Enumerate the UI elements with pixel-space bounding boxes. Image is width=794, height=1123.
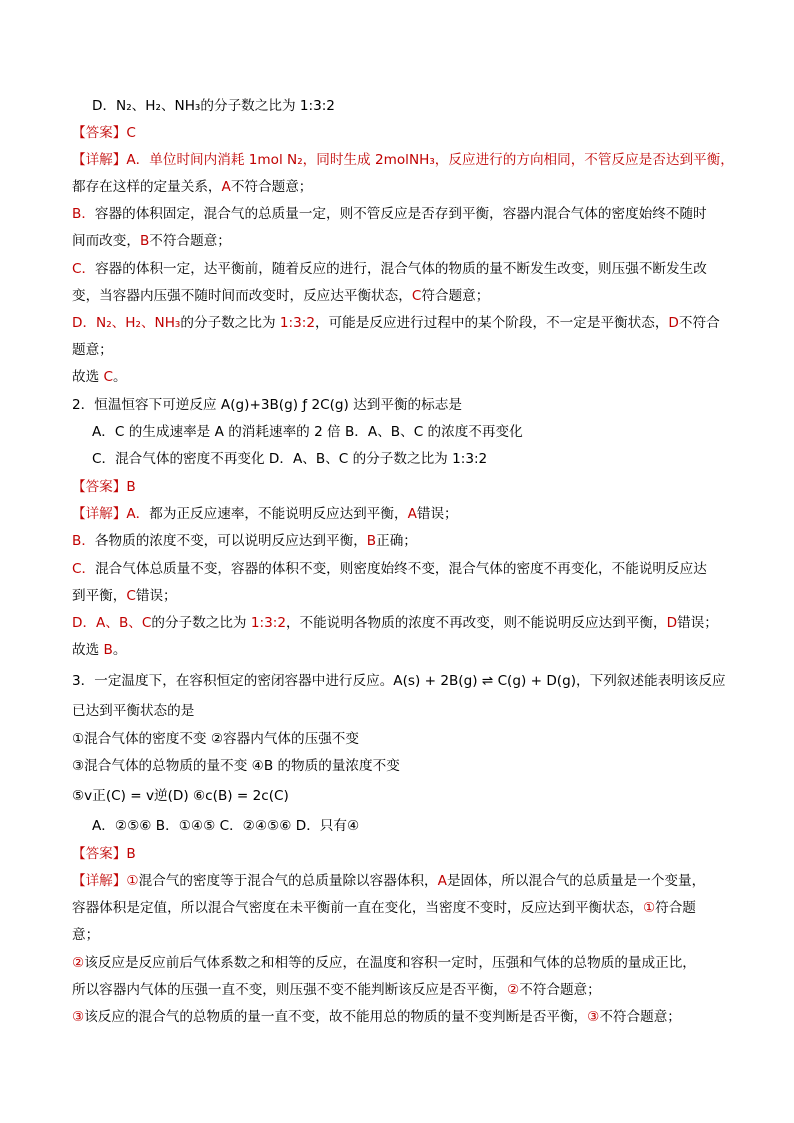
body-text: 错误； <box>135 588 177 604</box>
answer-text: B． <box>72 533 95 549</box>
answer-text: A <box>437 873 447 889</box>
body-text: A．②⑤⑥ B．①④⑤ C．②④⑤⑥ D．只有④ <box>92 818 360 834</box>
text-line <box>72 205 734 223</box>
answer-text: A <box>407 506 417 522</box>
body-text: 混合气体总质量不变，容器的体积不变，则密度始终不变，混合气体的密度不再变化，不能说明反应达 <box>95 561 707 577</box>
body-text: 的分子数之比为 <box>180 315 280 331</box>
body-text: C．混合气体的密度不再变化 D．A、B、C 的分子数之比为 1:3:2 <box>92 451 488 467</box>
text-line <box>72 532 734 550</box>
body-text: 不符合题意； <box>519 982 601 998</box>
text-line <box>72 899 734 917</box>
body-text: 容器体积是定值，所以混合气密度在未平衡前一直在变化，当密度不变时，反应达到平衡状态， <box>72 900 643 916</box>
body-text: ，不能说明各物质的浓度不再改变，则不能说明反应达到平衡， <box>285 615 667 631</box>
body-text: 题意； <box>72 342 113 358</box>
body-text: 都为正反应速率，不能说明反应达到平衡， <box>149 506 408 522</box>
body-text: 故选 <box>72 642 104 658</box>
body-text: 都存在这样的定量关系， <box>72 179 222 195</box>
text-line <box>92 423 734 441</box>
text-line <box>72 872 734 890</box>
text-line <box>92 817 734 835</box>
body-text: 不符合题意； <box>230 179 313 195</box>
answer-text: B <box>103 642 113 658</box>
answer-text: A <box>221 179 231 195</box>
answer-text: 【答案】C <box>72 125 136 141</box>
body-text: ，可能是反应进行过程中的某个阶段，不一定是平衡状态， <box>314 315 669 331</box>
text-line <box>72 926 734 944</box>
text-line <box>92 97 734 115</box>
answer-text: 1:3:2 <box>279 315 315 331</box>
body-text: 2．恒温恒容下可逆反应 A(g)+3B(g) ƒ 2C(g) 达到平衡的标志是 <box>72 397 462 413</box>
body-text: 符合题意； <box>421 288 490 304</box>
body-text: 正确； <box>376 533 417 549</box>
answer-text: ③ <box>72 1009 85 1025</box>
text-line <box>72 954 734 972</box>
body-text: 意； <box>72 927 100 943</box>
text-line <box>72 505 734 523</box>
body-text: 错误； <box>677 615 718 631</box>
text-line <box>72 845 734 863</box>
answer-text: ① <box>642 900 656 916</box>
body-text: 3．一定温度下，在容积恒定的密闭容器中进行反应。A(s) + 2B(g) ⇌ C(g) + D(g)，下列叙述能表明该反应 <box>72 673 726 689</box>
body-text: 是固体，所以混合气的总质量是一个变量， <box>446 873 706 889</box>
body-text: 的分子数之比为 <box>151 615 251 631</box>
text-line <box>72 178 734 196</box>
answer-text: C <box>126 588 136 604</box>
body-text: A．C 的生成速率是 A 的消耗速率的 2 倍 B．A、B、C 的浓度不再变化 <box>92 424 523 440</box>
body-text: 该反应是反应前后气体系数之和相等的反应，在温度和容积一定时，压强和气体的总物质的量成正比， <box>84 955 696 971</box>
text-line <box>72 260 734 278</box>
text-line <box>72 672 734 690</box>
answer-text: 【详解】A．单位时间内消耗 1mol N₂，同时生成 2molNH₃，反应进行的方向相同，不管反应是否达到平衡， <box>72 152 734 168</box>
answer-text: B <box>139 233 150 249</box>
text-line <box>72 614 734 632</box>
answer-text: B． <box>72 206 95 222</box>
answer-text: 【详解】A． <box>72 506 150 522</box>
body-text: 到平衡， <box>72 588 127 604</box>
body-text: D．N₂、H₂、NH₃的分子数之比为 1:3:2 <box>92 98 335 114</box>
text-line <box>72 981 734 999</box>
body-text: 混合气的密度等于混合气的总质量除以容器体积， <box>138 873 438 889</box>
text-line <box>72 478 734 496</box>
body-text: 容器的体积固定，混合气的总质量一定，则不管反应是否存到平衡，容器内混合气体的密度始终不随时 <box>94 206 707 222</box>
text-line <box>72 396 734 414</box>
body-text: 符合题 <box>655 900 696 916</box>
body-text: 故选 <box>72 369 104 385</box>
answer-text: C． <box>72 561 96 577</box>
answer-text: D．A、B、C <box>72 615 152 631</box>
answer-text: ② <box>507 982 520 998</box>
answer-text: 【答案】B <box>72 846 136 862</box>
text-line <box>72 730 734 748</box>
text-line <box>72 641 734 659</box>
text-line <box>72 124 734 142</box>
answer-text: D <box>666 615 678 631</box>
body-text: 所以容器内气体的压强一直不变，则压强不变不能判断该反应是否平衡， <box>72 982 507 998</box>
body-text: 变，当容器内压强不随时间而改变时，反应达平衡状态， <box>72 288 412 304</box>
answer-text: ② <box>72 955 85 971</box>
body-text: ③混合气体的总物质的量不变 ④B 的物质的量浓度不变 <box>72 758 400 774</box>
body-text: 。 <box>113 369 127 385</box>
answer-text: D <box>668 315 679 331</box>
answer-text: C <box>411 288 422 304</box>
text-line <box>72 1008 734 1026</box>
text-line <box>72 368 734 386</box>
text-line <box>72 287 734 305</box>
answer-text: 【详解】① <box>72 873 139 889</box>
text-line <box>92 450 734 468</box>
body-text: 该反应的混合气的总物质的量一直不变，故不能用总的物质的量不变判断是否平衡， <box>84 1009 588 1025</box>
answer-text: B <box>366 533 377 549</box>
text-line <box>72 560 734 578</box>
text-line <box>72 314 734 332</box>
body-text: ①混合气体的密度不变 ②容器内气体的压强不变 <box>72 731 359 747</box>
body-text: 间而改变， <box>72 233 140 249</box>
text-line <box>72 151 734 169</box>
text-line <box>72 587 734 605</box>
answer-text: C． <box>72 261 96 277</box>
body-text: ⑤v正(C) = v逆(D) ⑥c(B) = 2c(C) <box>72 788 289 804</box>
text-line <box>72 232 734 250</box>
answer-text: ③ <box>587 1009 600 1025</box>
body-text: 不符合题意； <box>599 1009 681 1025</box>
body-text: 不符合 <box>678 315 720 331</box>
text-line <box>72 787 734 805</box>
text-line <box>72 757 734 775</box>
body-text: 。 <box>112 642 127 658</box>
body-text: 不符合题意； <box>149 233 231 249</box>
body-text: 已达到平衡状态的是 <box>72 703 195 719</box>
body-text: 错误； <box>416 506 458 522</box>
text-line <box>72 702 734 720</box>
answer-text: 1:3:2 <box>250 615 286 631</box>
body-text: 各物质的浓度不变，可以说明反应达到平衡， <box>94 533 367 549</box>
body-text: 容器的体积一定，达平衡前，随着反应的进行，混合气体的物质的量不断发生改变，则压强不断发生改 <box>95 261 707 277</box>
answer-text: C <box>103 369 114 385</box>
answer-text: 【答案】B <box>72 479 136 495</box>
answer-text: D．N₂、H₂、NH₃ <box>72 315 181 331</box>
text-line <box>72 341 734 359</box>
